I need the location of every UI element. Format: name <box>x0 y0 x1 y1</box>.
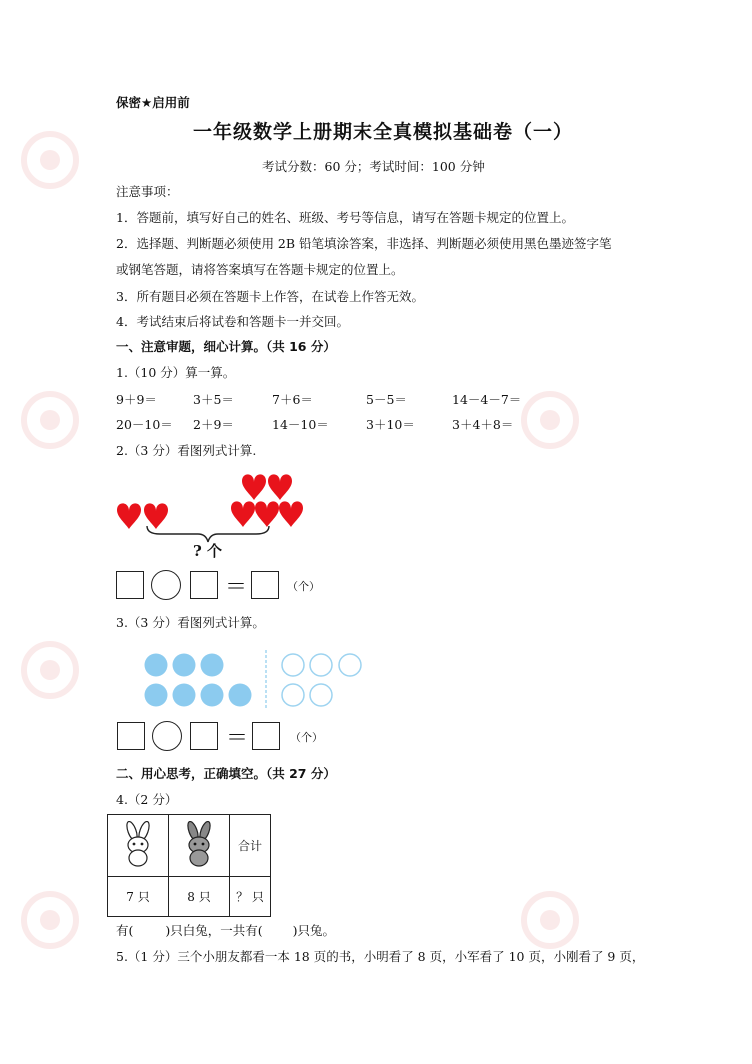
answer-box[interactable] <box>251 571 279 599</box>
notice-item: 1．答题前，填写好自己的姓名、班级、考号等信息，请写在答题卡规定的位置上。 <box>116 210 574 225</box>
empty-dot <box>339 654 361 676</box>
table-cell: 8 只 <box>169 877 230 917</box>
rabbit-table <box>107 814 271 917</box>
fill-text: 有( )只白兔，一共有( )只兔。 <box>116 923 336 938</box>
heart-icon <box>231 501 255 527</box>
notice-item: 4．考试结束后将试卷和答题卡一并交回。 <box>116 314 349 329</box>
empty-dot <box>282 684 304 706</box>
calc-item: 5－5＝ <box>366 392 407 407</box>
calc-item: 3＋10＝ <box>366 417 415 432</box>
unit-label: （个） <box>290 731 323 744</box>
empty-dot <box>282 654 304 676</box>
dots-figure <box>140 648 370 712</box>
notice-item: 3．所有题目必须在答题卡上作答，在试卷上作答无效。 <box>116 289 424 304</box>
question-label: 3.（3 分）看图列式计算。 <box>116 615 265 630</box>
gray-rabbit-cell <box>169 815 230 877</box>
white-rabbit-icon <box>118 821 158 867</box>
notice-heading: 注意事项： <box>116 184 179 199</box>
watermark-logo <box>20 890 80 950</box>
heart-icon <box>255 501 279 527</box>
operator-circle[interactable] <box>151 570 181 600</box>
notice-item: 2．选择题、判断题必须使用 2B 铅笔填涂答案，非选择、判断题必须使用黑色墨迹签字笔 <box>116 236 612 251</box>
filled-dot <box>145 684 168 707</box>
empty-dot <box>310 654 332 676</box>
question-label: 5.（1 分）三个小朋友都看一本 18 页的书，小明看了 8 页，小军看了 10 页，小刚看了 9 页， <box>116 949 645 964</box>
calc-item: 3＋4＋8＝ <box>452 417 514 432</box>
filled-dot <box>173 684 196 707</box>
answer-box[interactable] <box>116 571 144 599</box>
page-title: 一年级数学上册期末全真模拟基础卷（一） <box>193 121 574 143</box>
answer-box[interactable] <box>190 722 218 750</box>
calc-item: 2＋9＝ <box>193 417 234 432</box>
calc-item: 7＋6＝ <box>272 392 313 407</box>
table-cell: ？ 只 <box>230 877 271 917</box>
answer-box[interactable] <box>190 571 218 599</box>
question-mark-label: ? 个 <box>193 542 223 560</box>
question-label: 1.（10 分）算一算。 <box>116 365 236 380</box>
heart-icon <box>117 503 141 529</box>
white-rabbit-cell <box>108 815 169 877</box>
unit-label: （个） <box>287 580 320 593</box>
heart-icon <box>144 503 168 529</box>
operator-circle[interactable] <box>152 721 182 751</box>
filled-dot <box>201 654 224 677</box>
watermark-logo <box>20 390 80 450</box>
calc-item: 14－10＝ <box>272 417 329 432</box>
section-heading: 二、用心思考，正确填空。（共 27 分） <box>116 766 336 781</box>
table-header-total: 合计 <box>230 815 271 877</box>
confidential-label: 保密★启用前 <box>116 95 190 110</box>
calc-item: 20－10＝ <box>116 417 173 432</box>
filled-dot <box>145 654 168 677</box>
filled-dot <box>229 684 252 707</box>
answer-box[interactable] <box>117 722 145 750</box>
table-cell: 7 只 <box>108 877 169 917</box>
watermark-logo <box>520 890 580 950</box>
equals-sign: ＝ <box>226 726 249 751</box>
question-label: 2.（3 分）看图列式计算. <box>116 443 257 458</box>
calc-item: 14－4－7＝ <box>452 392 522 407</box>
watermark-logo <box>20 130 80 190</box>
answer-box[interactable] <box>252 722 280 750</box>
heart-icon <box>279 501 303 527</box>
section-heading: 一、注意审题，细心计算。（共 16 分） <box>116 339 336 354</box>
heart-icon <box>242 474 266 500</box>
exam-info: 考试分数：60 分；考试时间：100 分钟 <box>262 159 485 174</box>
equals-sign: ＝ <box>225 575 248 600</box>
watermark-logo <box>520 390 580 450</box>
heart-icon <box>268 474 292 500</box>
notice-item: 或钢笔答题，请将答案填写在答题卡规定的位置上。 <box>116 262 404 277</box>
gray-rabbit-icon <box>179 821 219 867</box>
question-label: 4.（2 分） <box>116 792 178 807</box>
empty-dot <box>310 684 332 706</box>
filled-dot <box>201 684 224 707</box>
watermark-logo <box>20 640 80 700</box>
calc-item: 3＋5＝ <box>193 392 234 407</box>
filled-dot <box>173 654 196 677</box>
calc-item: 9＋9＝ <box>116 392 157 407</box>
